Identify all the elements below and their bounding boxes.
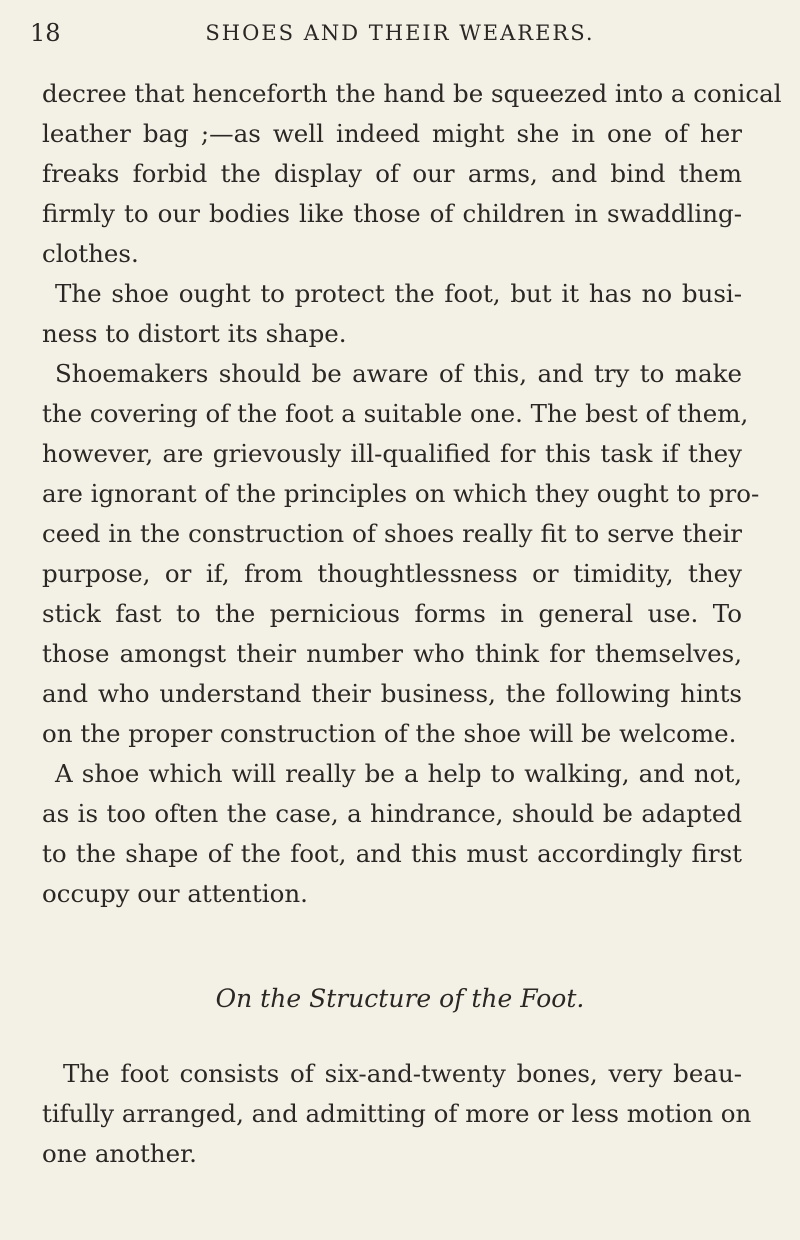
text-line: to the shape of the foot, and this must accordingly first	[42, 839, 742, 868]
section-heading: On the Structure of the Foot.	[215, 984, 585, 1013]
running-head	[0, 18, 800, 48]
text-line: stick fast to the pernicious forms in general use. To	[42, 599, 742, 628]
text-line: firmly to our bodies like those of children in swaddling-	[42, 199, 742, 228]
text-line: ness to distort its shape.	[42, 319, 347, 348]
text-line: A shoe which will really be a help to walking, and not,	[55, 759, 742, 788]
running-title: SHOES AND THEIR WEARERS.	[205, 21, 595, 45]
text-line: one another.	[42, 1139, 197, 1168]
text-line: occupy our attention.	[42, 879, 308, 908]
text-line: the covering of the foot a suitable one. The best of them,	[42, 399, 749, 428]
text-line: The foot consists of six-and-twenty bones, very beau-	[63, 1059, 742, 1088]
text-line: however, are grievously ill-qualified for this task if they	[42, 439, 742, 468]
text-line: are ignorant of the principles on which they ought to pro-	[42, 479, 760, 508]
text-line: ceed in the construction of shoes really fit to serve their	[42, 519, 742, 548]
text-line: Shoemakers should be aware of this, and try to make	[55, 359, 742, 388]
text-line: decree that henceforth the hand be squeezed into a conical	[42, 79, 782, 108]
text-line: tifully arranged, and admitting of more or less motion on	[42, 1099, 752, 1128]
text-line: leather bag ;—as well indeed might she in one of her	[42, 119, 742, 148]
page-number: 18	[30, 19, 61, 47]
text-line: and who understand their business, the following hints	[42, 679, 742, 708]
text-line: The shoe ought to protect the foot, but it has no busi-	[55, 279, 742, 308]
text-line: on the proper construction of the shoe will be welcome.	[42, 719, 737, 748]
text-line: purpose, or if, from thoughtlessness or timidity, they	[42, 559, 742, 588]
text-line: those amongst their number who think for themselves,	[42, 639, 742, 668]
text-line: freaks forbid the display of our arms, and bind them	[42, 159, 742, 188]
text-line: clothes.	[42, 239, 139, 268]
text-line: as is too often the case, a hindrance, should be adapted	[42, 799, 742, 828]
